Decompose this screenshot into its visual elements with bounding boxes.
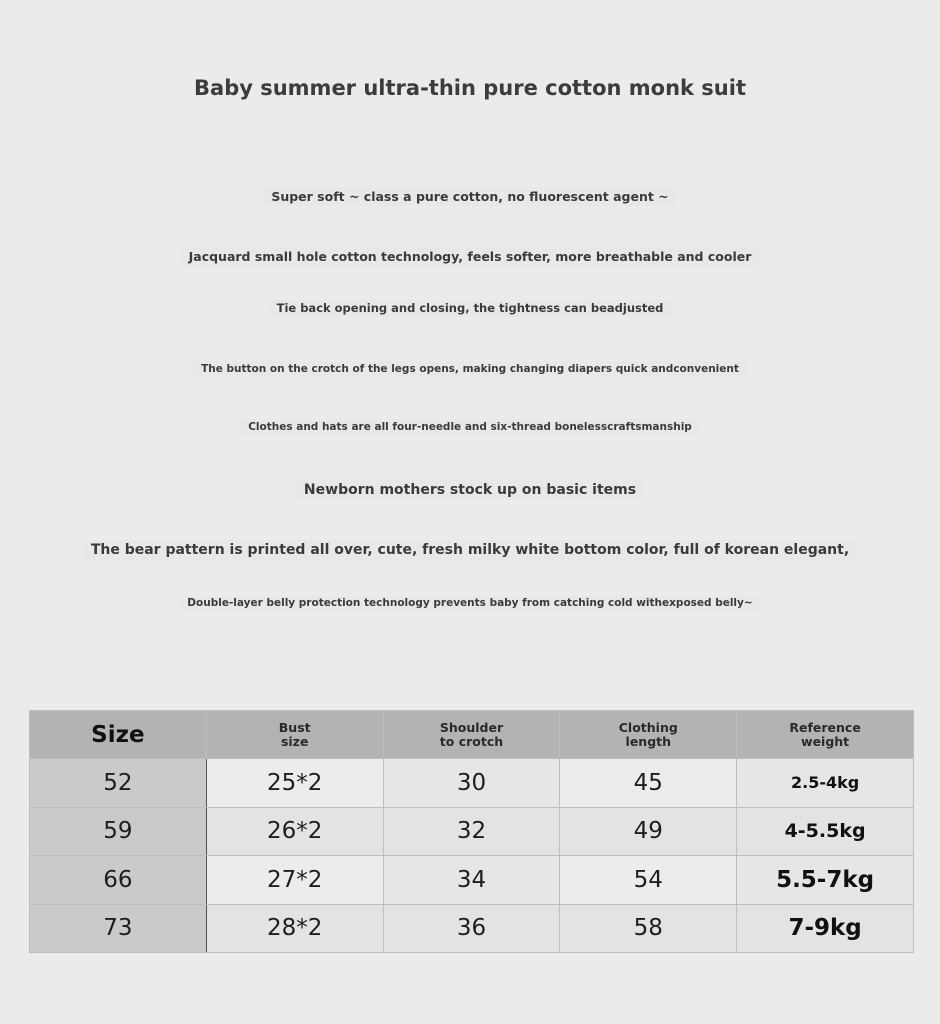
table-row: [30, 856, 914, 905]
feature-text-line: Double-layer belly protection technology prevents baby from catching cold with: [187, 597, 663, 609]
feature-text: [269, 300, 672, 317]
cell-clothing-length: 49: [560, 807, 737, 856]
cell-bust-size: 26*2: [206, 807, 383, 856]
feature-line: [0, 300, 940, 317]
feature-text: [179, 596, 760, 611]
cell-reference-weight: 7-9kg: [737, 904, 914, 953]
feature-line: [0, 361, 940, 377]
feature-text: [193, 361, 747, 377]
cell-size: 59: [30, 807, 207, 856]
cell-size: 66: [30, 856, 207, 905]
cell-shoulder-to-crotch: 36: [383, 904, 560, 953]
feature-text-line: Tie back opening and closing, the tightness can be: [276, 301, 607, 315]
feature-text: [240, 419, 700, 435]
cell-bust-size: 25*2: [206, 759, 383, 808]
feature-line: [0, 247, 940, 266]
header-text: Shoulder: [439, 719, 504, 735]
feature-line: [0, 596, 940, 611]
feature-text: The bear pattern is printed all over, cute, fresh milky white bottom color, full of korean elegant,: [83, 540, 857, 560]
feature-text-line: adjusted: [606, 301, 664, 315]
header-shoulder-to-crotch: [383, 711, 560, 759]
feature-text-line: exposed belly~: [662, 597, 753, 609]
feature-line: [0, 480, 940, 500]
cell-clothing-length: 54: [560, 856, 737, 905]
cell-shoulder-to-crotch: 30: [383, 759, 560, 808]
header-text: size: [280, 733, 309, 749]
header-bust-size: [206, 711, 383, 759]
table-row: [30, 904, 914, 953]
cell-clothing-length: 58: [560, 904, 737, 953]
feature-text-line: Clothes and hats are all four-needle and six-thread boneless: [248, 421, 608, 433]
header-text: weight: [801, 733, 850, 749]
page-title: Baby summer ultra-thin pure cotton monk suit: [194, 76, 746, 100]
cell-shoulder-to-crotch: 34: [383, 856, 560, 905]
cell-size: 73: [30, 904, 207, 953]
table-header-row: [30, 711, 914, 759]
table-row: [30, 759, 914, 808]
feature-text: Newborn mothers stock up on basic items: [296, 480, 644, 500]
cell-size: 52: [30, 759, 207, 808]
table-row: [30, 807, 914, 856]
cell-bust-size: 28*2: [206, 904, 383, 953]
header-text: Bust: [278, 719, 311, 735]
cell-reference-weight: 4-5.5kg: [737, 807, 914, 856]
header-text: Reference: [789, 719, 861, 735]
cell-clothing-length: 45: [560, 759, 737, 808]
cell-reference-weight: 2.5-4kg: [737, 759, 914, 808]
size-chart-table: [29, 710, 914, 953]
feature-line: [0, 187, 940, 206]
header-size: Size: [30, 711, 207, 759]
header-text: length: [625, 733, 672, 749]
feature-text-line: craftsmanship: [607, 421, 692, 433]
feature-text: Jacquard small hole cotton technology, feels softer, more breathable and cooler: [181, 247, 760, 266]
feature-text: Super soft ~ class a pure cotton, no fluorescent agent ~: [263, 187, 676, 206]
feature-line: [0, 540, 940, 560]
header-text: Clothing: [618, 719, 678, 735]
feature-text-line: convenient: [673, 363, 739, 375]
cell-bust-size: 27*2: [206, 856, 383, 905]
cell-reference-weight: 5.5-7kg: [737, 856, 914, 905]
cell-shoulder-to-crotch: 32: [383, 807, 560, 856]
feature-text-line: The button on the crotch of the legs opens, making changing diapers quick and: [201, 363, 674, 375]
header-reference-weight: [737, 711, 914, 759]
header-clothing-length: [560, 711, 737, 759]
header-text: to crotch: [439, 733, 504, 749]
feature-line: [0, 419, 940, 435]
